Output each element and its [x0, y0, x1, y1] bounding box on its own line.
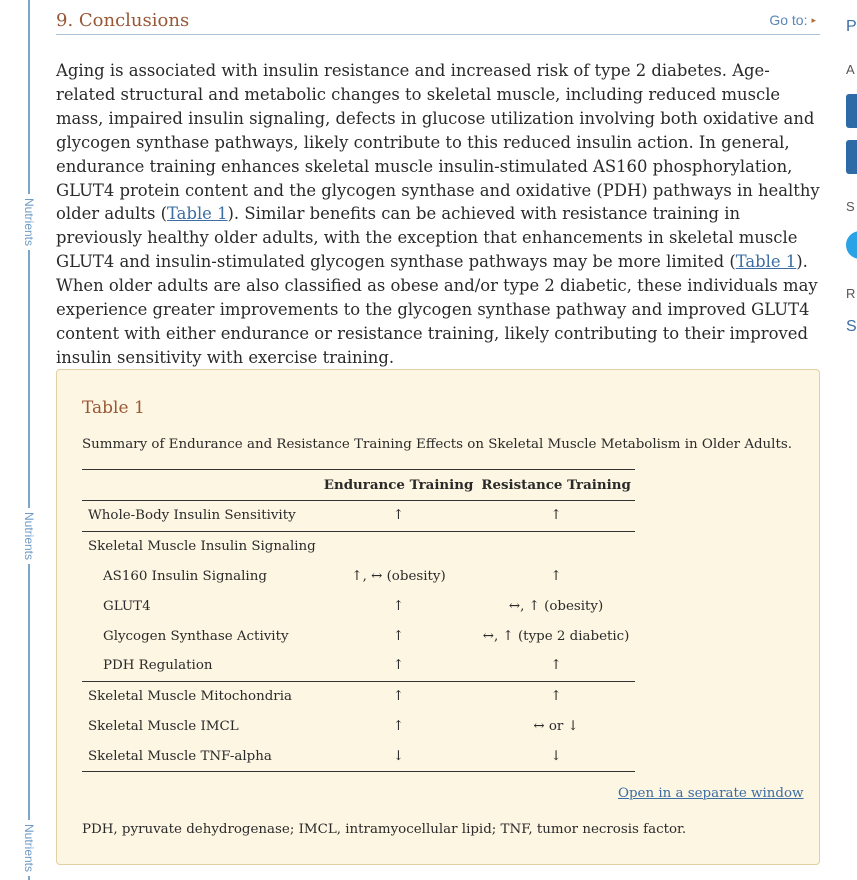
goto-menu[interactable] — [769, 12, 816, 28]
resistance-cell: ↑ — [477, 651, 634, 681]
goto-label: Go to: — [769, 12, 808, 28]
table-row — [82, 562, 635, 592]
resistance-cell: ↑ — [550, 568, 562, 584]
sidebar-action-button[interactable] — [846, 94, 857, 128]
table-row — [82, 712, 635, 742]
table-1-link[interactable]: Table 1 — [735, 252, 797, 272]
sidebar-heading: A — [846, 62, 855, 77]
endurance-cell: ↑ — [392, 628, 405, 644]
column-header-resistance: Resistance Training — [477, 470, 634, 501]
endurance-cell: ↑ — [320, 501, 478, 532]
resistance-cell: ↓ — [477, 741, 634, 771]
table-footnote: PDH, pyruvate dehydrogenase; IMCL, intramyocellular lipid; TNF, tumor necrosis factor. — [82, 822, 687, 837]
journal-rail — [28, 0, 30, 880]
row-label: GLUT4 — [103, 598, 151, 614]
data-table — [82, 469, 635, 772]
endurance-cell: ↓ — [320, 741, 478, 771]
table-caption: Summary of Endurance and Resistance Training Effects on Skeletal Muscle Metabolism in Older Adults. — [82, 437, 792, 452]
twitter-icon[interactable] — [846, 231, 857, 259]
table-1-link[interactable]: Table 1 — [167, 204, 228, 224]
endurance-cell: ↑ — [392, 718, 405, 734]
triangle-right-icon: ▸ — [811, 15, 816, 25]
table-row — [82, 531, 635, 561]
table-row — [82, 591, 635, 621]
row-label: Skeletal Muscle TNF-alpha — [82, 741, 320, 771]
journal-rail-label[interactable]: Nutrients — [22, 508, 36, 564]
table-row — [82, 501, 635, 532]
endurance-cell: ↑ — [320, 651, 478, 681]
row-label: Skeletal Muscle Mitochondria — [88, 689, 292, 705]
endurance-cell: ↑ — [392, 689, 405, 705]
journal-rail-label[interactable]: Nutrients — [22, 194, 36, 250]
table-row — [82, 681, 635, 711]
row-label: PDH Regulation — [82, 651, 320, 681]
resistance-cell: ↔, ↑ (obesity) — [508, 598, 604, 614]
sidebar-link[interactable]: S — [846, 318, 857, 335]
sidebar-link[interactable]: P — [846, 18, 857, 35]
sidebar-action-button[interactable] — [846, 140, 857, 174]
section-title: 9. Conclusions — [56, 10, 190, 31]
table-header-row — [82, 470, 635, 501]
endurance-cell — [320, 531, 478, 561]
row-label: Skeletal Muscle IMCL — [88, 718, 239, 734]
table-label: Table 1 — [82, 398, 145, 418]
column-header-endurance: Endurance Training — [320, 470, 478, 501]
conclusion-paragraph — [56, 59, 820, 370]
paragraph-text: Aging is associated with insulin resistance and increased risk of type 2 diabetes. Age-related structural and metabolic changes to skeletal muscle, including reduced muscle mass, impaired insulin signaling, defects in glucose utilization involving both oxidative and glycogen synthase pathways, likely contribute to this reduced insulin action. In general, endurance training enhances skeletal muscle insulin-stimulated AS160 phosphorylation, GLUT4 protein content and the glycogen synthase and oxidative (PDH) pathways in healthy older adults ( — [56, 61, 820, 224]
open-separate-window-link[interactable]: Open in a separate window — [618, 786, 804, 801]
resistance-cell: ↑ — [477, 501, 634, 532]
sidebar-heading: R — [846, 286, 856, 301]
row-label: AS160 Insulin Signaling — [103, 568, 267, 584]
table-row — [82, 621, 635, 651]
right-sidebar — [845, 0, 857, 880]
sidebar-heading: S — [846, 199, 855, 214]
resistance-cell: ↔ or ↓ — [533, 718, 579, 734]
section-header — [56, 8, 820, 35]
paragraph-text: ). Similar benefits can be achieved with resistance training in previously healthy older adults, with the exception that enhancements in skeletal muscle GLUT4 and insulin-stimulated glycogen synthase pathways may be more limited ( — [56, 204, 798, 272]
journal-rail-label[interactable]: Nutrients — [22, 820, 36, 876]
endurance-cell: ↑, ↔ (obesity) — [351, 568, 446, 584]
resistance-cell: ↔, ↑ (type 2 diabetic) — [482, 628, 630, 644]
table-row — [82, 741, 635, 771]
row-label: Skeletal Muscle Insulin Signaling — [88, 539, 316, 555]
resistance-cell — [477, 531, 634, 561]
paragraph-text: ). When older adults are also classified as obese and/or type 2 diabetic, these individuals may experience greater improvements to the glycogen synthase pathway and improved GLUT4 content with either endurance or resistance training, likely contributing to their improved insulin sensitivity with exercise training. — [56, 252, 818, 367]
table-box — [56, 369, 820, 865]
resistance-cell: ↑ — [550, 689, 562, 705]
row-label: Whole-Body Insulin Sensitivity — [82, 501, 320, 532]
endurance-cell: ↑ — [392, 598, 405, 614]
row-label: Glycogen Synthase Activity — [103, 628, 289, 644]
column-header — [82, 470, 320, 501]
table-row — [82, 651, 635, 681]
